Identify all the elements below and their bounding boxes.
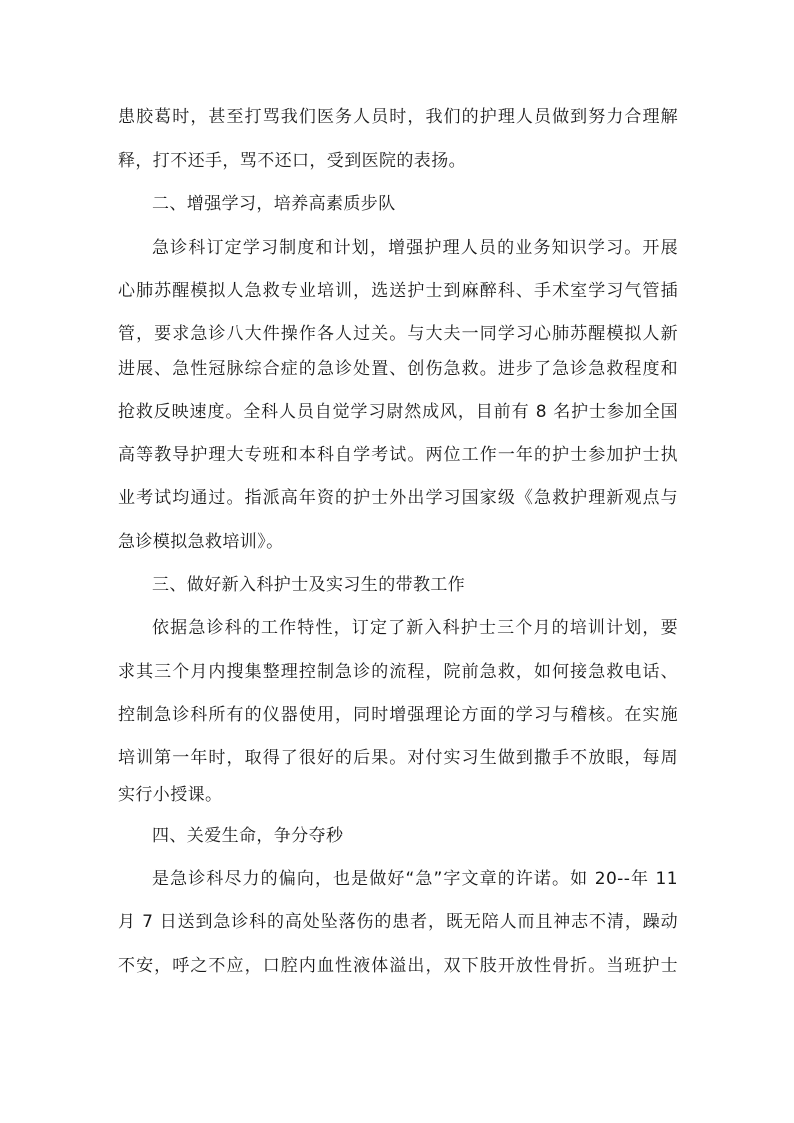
paragraph-line: 控制急诊科所有的仪器使用，同时增强理论方面的学习与稽核。在实施 (118, 705, 678, 725)
paragraph-line: 实行小授课。 (118, 785, 223, 805)
paragraph-line: 业考试均通过。指派高年资的护士外出学习国家级《急救护理新观点与 (118, 488, 678, 508)
paragraph-line: 培训第一年时，取得了很好的后果。对付实习生做到撒手不放眼，每周 (118, 748, 678, 768)
paragraph-line: 心肺苏醒模拟人急救专业培训，选送护士到麻醉科、手术室学习气管插 (118, 281, 678, 301)
paragraph-line: 管，要求急诊八大件操作各人过关。与大夫一同学习心肺苏醒模拟人新 (118, 324, 678, 344)
section-heading: 四、关爱生命，争分夺秒 (152, 826, 344, 846)
paragraph-line: 月 7 日送到急诊科的高处坠落伤的患者，既无陪人而且神志不清，躁动 (118, 912, 678, 932)
paragraph-line: 急诊科订定学习制度和计划，增强护理人员的业务知识学习。开展 (152, 238, 678, 258)
paragraph-line: 高等教导护理大专班和本科自学考试。两位工作一年的护士参加护士执 (118, 445, 678, 465)
paragraph-line: 释，打不还手，骂不还口，受到医院的表扬。 (118, 151, 466, 171)
paragraph-line: 不安，呼之不应，口腔内血性液体溢出，双下肢开放性骨折。当班护士 (118, 956, 678, 976)
paragraph-line: 依据急诊科的工作特性，订定了新入科护士三个月的培训计划，要 (152, 618, 678, 638)
paragraph-line: 是急诊科尽力的偏向，也是做好“急”字文章的许诺。如 20--年 11 (152, 869, 678, 889)
paragraph-line: 进展、急性冠脉综合症的急诊处置、创伤急救。进步了急诊急救程度和 (118, 359, 678, 379)
paragraph-line: 抢救反映速度。全科人员自觉学习尉然成风，目前有 8 名护士参加全国 (118, 402, 678, 422)
section-heading: 三、做好新入科护士及实习生的带教工作 (152, 575, 466, 595)
paragraph-line: 急诊模拟急救培训》。 (118, 532, 284, 552)
section-heading: 二、增强学习，培养高素质步队 (152, 194, 396, 214)
paragraph-line: 患胶葛时，甚至打骂我们医务人员时，我们的护理人员做到努力合理解 (118, 107, 678, 127)
paragraph-line: 求其三个月内搜集整理控制急诊的流程，院前急救，如何接急救电话、 (118, 662, 678, 682)
